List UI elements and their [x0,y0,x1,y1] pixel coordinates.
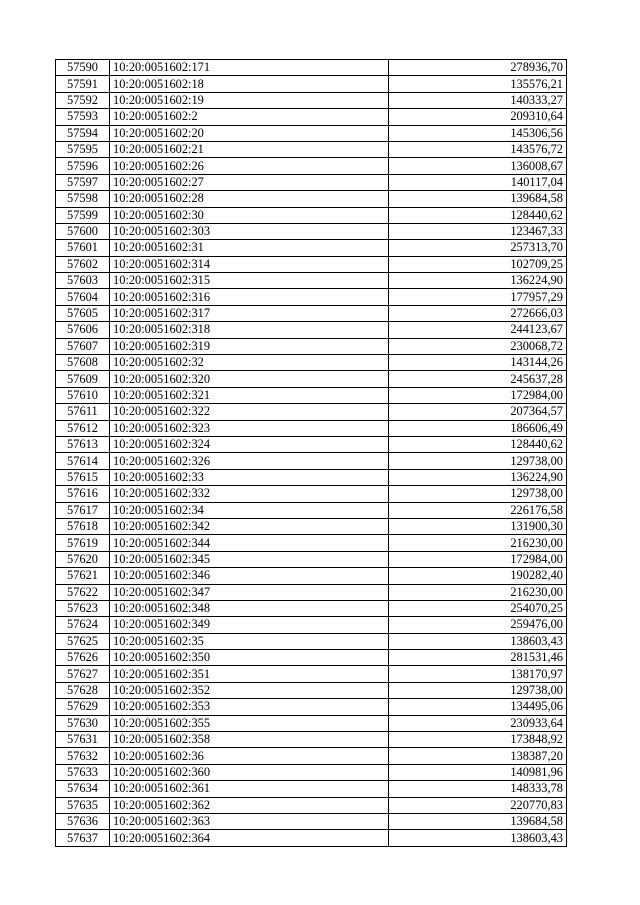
cadastral-number-cell: 10:20:0051602:27 [110,174,389,190]
row-number-cell: 57595 [56,141,110,157]
value-cell: 216230,00 [389,584,567,600]
row-number-cell: 57598 [56,191,110,207]
row-number-cell: 57605 [56,305,110,321]
cadastral-number-cell: 10:20:0051602:171 [110,60,389,76]
row-number-cell: 57608 [56,355,110,371]
table-row [56,338,567,354]
cadastral-number-cell: 10:20:0051602:321 [110,387,389,403]
table-row [56,764,567,780]
cadastral-number-cell: 10:20:0051602:26 [110,158,389,174]
table-row [56,420,567,436]
value-cell: 129738,00 [389,486,567,502]
value-cell: 220770,83 [389,797,567,813]
table-row [56,518,567,534]
table-row [56,191,567,207]
value-cell: 129738,00 [389,682,567,698]
row-number-cell: 57628 [56,682,110,698]
row-number-cell: 57603 [56,273,110,289]
value-cell: 131900,30 [389,518,567,534]
row-number-cell: 57623 [56,600,110,616]
value-cell: 254070,25 [389,600,567,616]
cadastral-number-cell: 10:20:0051602:20 [110,125,389,141]
cadastral-number-cell: 10:20:0051602:352 [110,682,389,698]
value-cell: 138603,43 [389,830,567,846]
value-cell: 207364,57 [389,404,567,420]
value-cell: 272666,03 [389,305,567,321]
row-number-cell: 57609 [56,371,110,387]
table-row [56,666,567,682]
table-row [56,141,567,157]
cadastral-number-cell: 10:20:0051602:322 [110,404,389,420]
cadastral-number-cell: 10:20:0051602:350 [110,650,389,666]
value-cell: 257313,70 [389,240,567,256]
cadastral-number-cell: 10:20:0051602:342 [110,518,389,534]
value-cell: 140981,96 [389,764,567,780]
cadastral-number-cell: 10:20:0051602:323 [110,420,389,436]
value-cell: 140333,27 [389,92,567,108]
cadastral-number-cell: 10:20:0051602:317 [110,305,389,321]
cadastral-number-cell: 10:20:0051602:361 [110,781,389,797]
cadastral-number-cell: 10:20:0051602:32 [110,355,389,371]
row-number-cell: 57625 [56,633,110,649]
value-cell: 139684,58 [389,191,567,207]
table-row [56,715,567,731]
cadastral-number-cell: 10:20:0051602:28 [110,191,389,207]
cadastral-number-cell: 10:20:0051602:35 [110,633,389,649]
table-row [56,371,567,387]
value-cell: 145306,56 [389,125,567,141]
row-number-cell: 57591 [56,76,110,92]
value-cell: 209310,64 [389,109,567,125]
row-number-cell: 57593 [56,109,110,125]
value-cell: 216230,00 [389,535,567,551]
row-number-cell: 57590 [56,60,110,76]
table-row [56,109,567,125]
cadastral-number-cell: 10:20:0051602:316 [110,289,389,305]
row-number-cell: 57613 [56,436,110,452]
value-cell: 190282,40 [389,568,567,584]
table-row [56,207,567,223]
row-number-cell: 57633 [56,764,110,780]
value-cell: 230933,64 [389,715,567,731]
row-number-cell: 57631 [56,732,110,748]
value-cell: 172984,00 [389,551,567,567]
cadastral-number-cell: 10:20:0051602:364 [110,830,389,846]
value-cell: 281531,46 [389,650,567,666]
value-cell: 173848,92 [389,732,567,748]
cadastral-number-cell: 10:20:0051602:358 [110,732,389,748]
value-cell: 186606,49 [389,420,567,436]
row-number-cell: 57610 [56,387,110,403]
row-number-cell: 57626 [56,650,110,666]
row-number-cell: 57622 [56,584,110,600]
table-row [56,830,567,846]
value-cell: 102709,25 [389,256,567,272]
cadastral-number-cell: 10:20:0051602:303 [110,223,389,239]
table-row [56,174,567,190]
row-number-cell: 57618 [56,518,110,534]
row-number-cell: 57596 [56,158,110,174]
cadastral-number-cell: 10:20:0051602:353 [110,699,389,715]
row-number-cell: 57637 [56,830,110,846]
cadastral-number-cell: 10:20:0051602:18 [110,76,389,92]
row-number-cell: 57597 [56,174,110,190]
value-cell: 148333,78 [389,781,567,797]
cadastral-number-cell: 10:20:0051602:34 [110,502,389,518]
table-row [56,355,567,371]
table-row [56,535,567,551]
cadastral-number-cell: 10:20:0051602:314 [110,256,389,272]
table-row [56,92,567,108]
row-number-cell: 57592 [56,92,110,108]
table-row [56,223,567,239]
table-row [56,453,567,469]
table-row [56,404,567,420]
value-cell: 128440,62 [389,207,567,223]
value-cell: 278936,70 [389,60,567,76]
cadastral-number-cell: 10:20:0051602:30 [110,207,389,223]
row-number-cell: 57634 [56,781,110,797]
table-row [56,436,567,452]
table-row [56,322,567,338]
value-cell: 136224,90 [389,469,567,485]
table-row [56,502,567,518]
cadastral-number-cell: 10:20:0051602:21 [110,141,389,157]
table-row [56,158,567,174]
table-row [56,125,567,141]
value-cell: 244123,67 [389,322,567,338]
row-number-cell: 57606 [56,322,110,338]
table-row [56,76,567,92]
table-row [56,732,567,748]
value-cell: 135576,21 [389,76,567,92]
cadastral-number-cell: 10:20:0051602:345 [110,551,389,567]
table-row [56,305,567,321]
cadastral-number-cell: 10:20:0051602:315 [110,273,389,289]
value-cell: 138170,97 [389,666,567,682]
row-number-cell: 57611 [56,404,110,420]
row-number-cell: 57630 [56,715,110,731]
value-cell: 129738,00 [389,453,567,469]
row-number-cell: 57617 [56,502,110,518]
table-row [56,584,567,600]
row-number-cell: 57614 [56,453,110,469]
value-cell: 177957,29 [389,289,567,305]
row-number-cell: 57635 [56,797,110,813]
table-row [56,240,567,256]
cadastral-number-cell: 10:20:0051602:332 [110,486,389,502]
table-row [56,650,567,666]
row-number-cell: 57619 [56,535,110,551]
cadastral-number-cell: 10:20:0051602:31 [110,240,389,256]
row-number-cell: 57612 [56,420,110,436]
row-number-cell: 57629 [56,699,110,715]
cadastral-number-cell: 10:20:0051602:349 [110,617,389,633]
cadastral-number-cell: 10:20:0051602:33 [110,469,389,485]
row-number-cell: 57632 [56,748,110,764]
value-cell: 136008,67 [389,158,567,174]
cadastral-number-cell: 10:20:0051602:318 [110,322,389,338]
table-row [56,273,567,289]
cadastral-number-cell: 10:20:0051602:347 [110,584,389,600]
cadastral-number-cell: 10:20:0051602:19 [110,92,389,108]
value-cell: 143576,72 [389,141,567,157]
value-cell: 138603,43 [389,633,567,649]
value-cell: 172984,00 [389,387,567,403]
value-cell: 138387,20 [389,748,567,764]
registry-table-body [56,60,567,847]
cadastral-number-cell: 10:20:0051602:351 [110,666,389,682]
cadastral-number-cell: 10:20:0051602:320 [110,371,389,387]
row-number-cell: 57604 [56,289,110,305]
value-cell: 245637,28 [389,371,567,387]
table-row [56,289,567,305]
value-cell: 123467,33 [389,223,567,239]
cadastral-number-cell: 10:20:0051602:346 [110,568,389,584]
cadastral-number-cell: 10:20:0051602:324 [110,436,389,452]
row-number-cell: 57599 [56,207,110,223]
value-cell: 134495,06 [389,699,567,715]
table-row [56,781,567,797]
table-row [56,699,567,715]
cadastral-number-cell: 10:20:0051602:326 [110,453,389,469]
table-row [56,748,567,764]
value-cell: 226176,58 [389,502,567,518]
row-number-cell: 57621 [56,568,110,584]
cadastral-number-cell: 10:20:0051602:36 [110,748,389,764]
table-row [56,568,567,584]
row-number-cell: 57620 [56,551,110,567]
table-row [56,600,567,616]
cadastral-number-cell: 10:20:0051602:344 [110,535,389,551]
value-cell: 139684,58 [389,813,567,829]
row-number-cell: 57636 [56,813,110,829]
cadastral-number-cell: 10:20:0051602:360 [110,764,389,780]
value-cell: 259476,00 [389,617,567,633]
table-row [56,797,567,813]
table-row [56,60,567,76]
value-cell: 230068,72 [389,338,567,354]
registry-table [55,59,567,847]
row-number-cell: 57600 [56,223,110,239]
table-row [56,633,567,649]
cadastral-number-cell: 10:20:0051602:348 [110,600,389,616]
row-number-cell: 57627 [56,666,110,682]
cadastral-number-cell: 10:20:0051602:2 [110,109,389,125]
table-row [56,469,567,485]
value-cell: 136224,90 [389,273,567,289]
table-row [56,617,567,633]
cadastral-number-cell: 10:20:0051602:363 [110,813,389,829]
row-number-cell: 57607 [56,338,110,354]
value-cell: 143144,26 [389,355,567,371]
table-row [56,813,567,829]
table-row [56,551,567,567]
row-number-cell: 57616 [56,486,110,502]
table-row [56,256,567,272]
row-number-cell: 57594 [56,125,110,141]
row-number-cell: 57615 [56,469,110,485]
table-row [56,387,567,403]
value-cell: 128440,62 [389,436,567,452]
table-row [56,682,567,698]
cadastral-number-cell: 10:20:0051602:355 [110,715,389,731]
cadastral-number-cell: 10:20:0051602:319 [110,338,389,354]
table-row [56,486,567,502]
cadastral-number-cell: 10:20:0051602:362 [110,797,389,813]
row-number-cell: 57601 [56,240,110,256]
row-number-cell: 57602 [56,256,110,272]
value-cell: 140117,04 [389,174,567,190]
row-number-cell: 57624 [56,617,110,633]
